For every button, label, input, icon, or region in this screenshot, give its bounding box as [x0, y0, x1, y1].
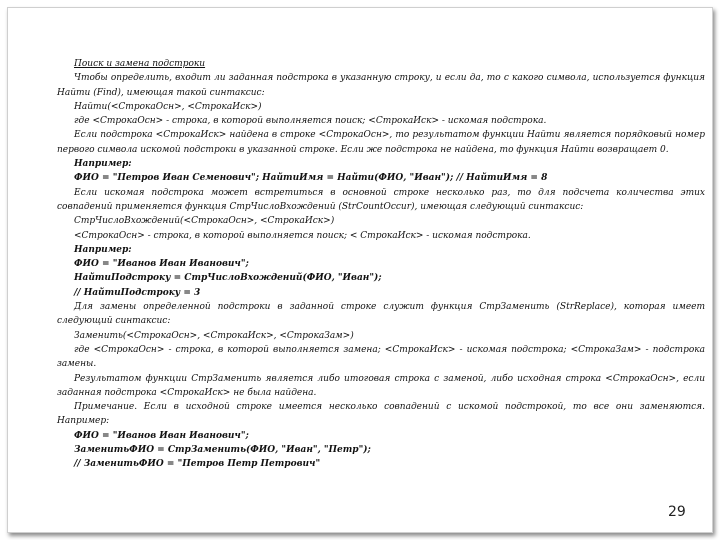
text-line: ФИО = "Иванов Иван Иванович"; — [74, 259, 249, 270]
text-line: где <СтрокаОсн> - строка, в которой выполняется поиск; <СтрокаИск> - искомая подстрока. — [74, 116, 547, 127]
text-line: // ЗаменитьФИО = "Петров Петр Петрович" — [74, 459, 321, 470]
text-line: где <СтрокаОсн> - строка, в которой выполняется замена; <СтрокаИск> - искомая подстрока; <СтрокаЗам> - подстрока замены. — [57, 344, 705, 370]
text-line: Результатом функции СтрЗаменить является либо итоговая строка с заменой, либо исходная строка <СтрокаОсн>, если заданная подстрока <СтрокаИск> не была найдена. — [57, 373, 705, 398]
slide-title: Поиск и замена подстроки — [74, 59, 206, 69]
text-line: ФИО = "Иванов Иван Иванович"; — [74, 430, 249, 441]
text-line: // НайтиПодстроку = 3 — [74, 287, 201, 298]
text-line: Если искомая подстрока может встретиться в основной строке несколько раз, то для подсчета количества этих совпадений применяется функция СтрЧислоВхождений (StrCountOccur), имеющая следующий синтаксис: — [57, 187, 705, 212]
text-line: Найти(<СтрокаОсн>, <СтрокаИск>) — [74, 101, 262, 112]
text-body — [57, 71, 705, 471]
text-line: Заменить(<СтрокаОсн>, <СтрокаИск>, <СтрокаЗам>) — [74, 330, 354, 341]
text-line: <СтрокаОсн> - строка, в которой выполняется поиск; < СтрокаИск> - искомая подстрока. — [74, 230, 531, 241]
slide-content — [57, 57, 705, 472]
text-line: ЗаменитьФИО = СтрЗаменить(ФИО, "Иван", "Петр"); — [74, 445, 371, 456]
text-line: Примечание. Если в исходной строке имеется несколько совпадений с искомой подстрокой, то все они заменяются. Например: — [57, 402, 705, 427]
text-line: СтрЧислоВхождений(<СтрокаОсн>, <СтрокаИск>) — [74, 216, 335, 227]
text-line: Например: — [74, 244, 132, 255]
text-line: Если подстрока <СтрокаИск> найдена в строке <СтрокаОсн>, то результатом функции Найти является порядковый номер первого символа искомой подстроки в указанной строке. Если же подстрока не найдена, то функция Найти возвращает 0. — [57, 130, 705, 155]
page-number: 29 — [668, 504, 686, 520]
text-line: Для замены определенной подстроки в заданной строке служит функция СтрЗаменить (StrReplace), которая имеет следующий синтаксис: — [57, 302, 705, 327]
text-line: ФИО = "Петров Иван Семенович"; НайтиИмя = Найти(ФИО, "Иван"); // НайтиИмя = 8 — [74, 173, 548, 184]
text-line: Чтобы определить, входит ли заданная подстрока в указанную строку, и если да, то с какого символа, используется функция Найти (Find), имеющая такой синтаксис: — [57, 73, 705, 98]
text-line: НайтиПодстроку = СтрЧислоВхождений(ФИО, "Иван"); — [74, 273, 382, 284]
text-line: Например: — [74, 159, 132, 170]
